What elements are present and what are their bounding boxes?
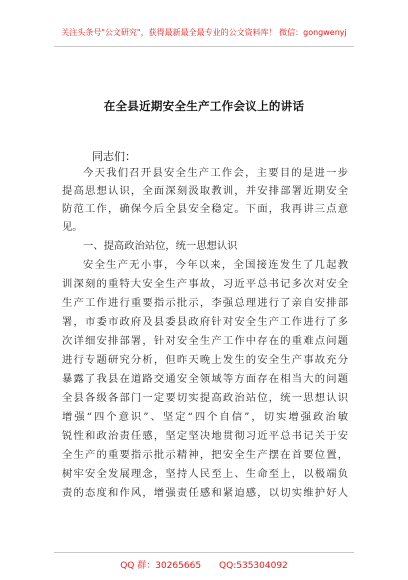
header-divider [54, 46, 354, 47]
paragraph-line: 锐性和政治责任感，坚定坚决地贯彻习近平总书记关于安 [62, 430, 348, 442]
footer-contact [0, 558, 408, 571]
paragraph-line: 训深刻的重特大安全生产事故，习近平总书记多次对安全 [62, 278, 348, 290]
header-banner: 关注头条号"公文研究"，获得最新最全最专业的公文资料库！ 微信：gongwenyj [61, 28, 347, 37]
paragraph-line: 暴露了我县在道路交通安全领域等方面存在相当大的问题 [62, 373, 348, 385]
paragraph-line: 今天我们召开县安全生产工作会，主要目的是进一步 [83, 167, 348, 179]
footer-qq: QQ:535304092 [219, 561, 288, 571]
footer-divider [54, 552, 354, 553]
section-heading: 一、提高政治站位，统一思想认识 [83, 240, 238, 252]
paragraph-line: 防范工作，确保今后全县安全稳定。下面，我再讲三点意 [62, 203, 348, 215]
paragraph-line: 署，市委市政府及县委县政府针对安全生产工作进行了多 [62, 316, 348, 328]
paragraph-line: 次详细安排部署，针对安全生产工作中存在的重难点问题 [62, 335, 348, 347]
paragraph-line: 责的态度和作风，增强责任感和紧迫感，以切实维护好人 [62, 487, 348, 499]
paragraph-line: 生产工作进行重要指示批示，李强总理进行了亲自安排部 [62, 297, 348, 309]
paragraph-line: 见。 [62, 221, 83, 233]
paragraph-line: 全县各级各部门一定要切实提高政治站位，统一思想认识 [62, 392, 348, 404]
paragraph-line: 全生产的重要指示批示精神，把安全生产摆在首要位置， [62, 449, 348, 461]
paragraph-line: 提高思想认识，全面深刻汲取教训，并安排部署近期安全 [62, 185, 348, 197]
document-title: 在全县近期安全生产工作会议上的讲话 [103, 99, 305, 113]
salutation: 同志们： [92, 150, 136, 163]
footer-qq-group: QQ 群：30265665 [120, 561, 202, 571]
paragraph-line: 增强“四个意识”、坚定“四个自信”，切实增强政治敏 [62, 411, 348, 423]
paragraph-line: 进行专题研究分析，但昨天晚上发生的安全生产事故充分 [62, 354, 348, 366]
paragraph-line: 安全生产无小事，今年以来，全国接连发生了几起教 [83, 259, 348, 271]
paragraph-line: 树牢安全发展理念，坚持人民至上、生命至上，以极端负 [62, 468, 348, 480]
